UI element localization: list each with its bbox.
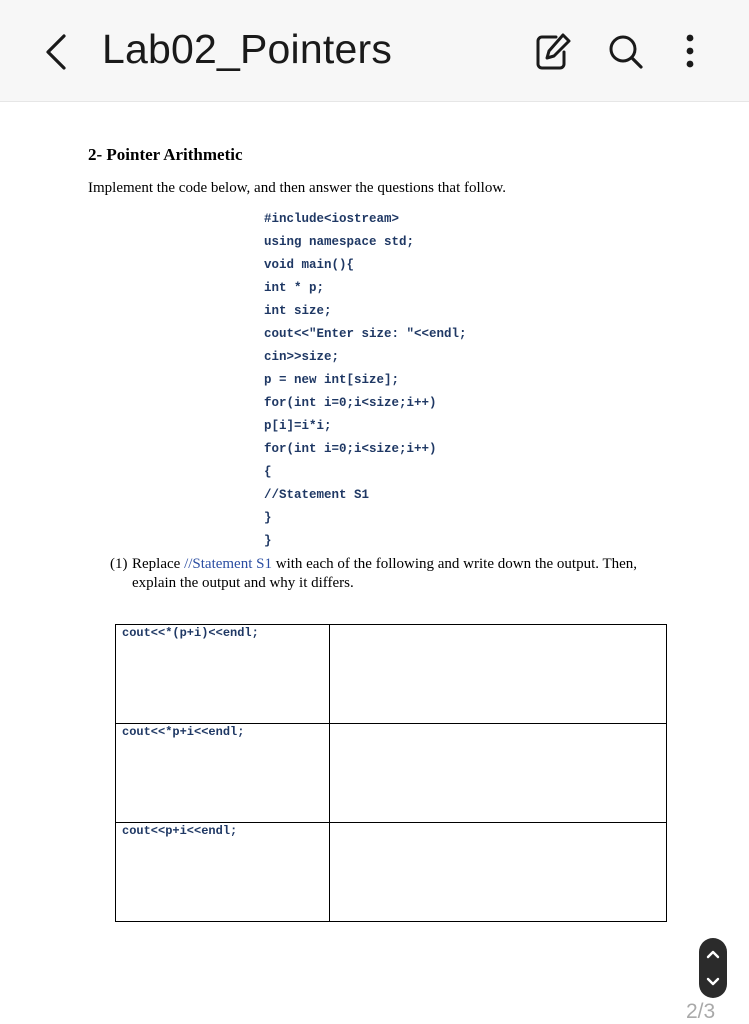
question-number: (1)	[110, 556, 128, 572]
page-scroll-control	[699, 938, 727, 998]
code-line: void main(){	[264, 258, 355, 272]
question-text-line2: explain the output and why it differs.	[132, 575, 354, 591]
scroll-up-button[interactable]	[699, 940, 727, 968]
back-button[interactable]	[38, 28, 78, 76]
code-line: p[i]=i*i;	[264, 419, 332, 433]
table-row	[116, 823, 667, 922]
section-heading: 2- Pointer Arithmetic	[88, 145, 243, 164]
question-text-before: Replace	[132, 556, 185, 572]
more-options-button[interactable]	[668, 28, 712, 76]
chevron-up-icon	[699, 940, 727, 968]
search-button[interactable]	[604, 28, 648, 76]
question-text-after: with each of the following and write down the output. Then,	[271, 556, 638, 572]
code-cell	[116, 823, 330, 922]
intro-text: Implement the code below, and then answer the questions that follow.	[88, 180, 506, 196]
code-line: int * p;	[264, 281, 325, 295]
code-cell	[116, 724, 330, 823]
code-line: }	[264, 511, 272, 525]
code-cell-text: cout<<*p+i<<endl;	[122, 725, 245, 739]
more-vertical-icon	[668, 28, 712, 76]
code-listing	[264, 210, 467, 555]
app-bar	[0, 0, 749, 102]
code-line: cin>>size;	[264, 350, 340, 364]
answer-cell	[330, 625, 667, 724]
code-cell-text: cout<<p+i<<endl;	[122, 824, 238, 838]
code-line: cout<<"Enter size: "<<endl;	[264, 327, 467, 341]
code-line: using namespace std;	[264, 235, 415, 249]
code-line: //Statement S1	[264, 488, 370, 502]
chevron-left-icon	[38, 28, 78, 76]
page-indicator: 2/3	[686, 1000, 716, 1023]
edit-button[interactable]	[532, 28, 576, 76]
question-1	[110, 555, 640, 593]
code-line: #include<iostream>	[264, 212, 400, 226]
code-line: for(int i=0;i<size;i++)	[264, 442, 437, 456]
code-line: {	[264, 465, 272, 479]
answer-cell	[330, 823, 667, 922]
code-line: }	[264, 534, 272, 548]
answer-cell	[330, 724, 667, 823]
table-row	[116, 625, 667, 724]
search-icon	[604, 28, 648, 76]
code-cell	[116, 625, 330, 724]
document-title: Lab02_Pointers	[102, 26, 393, 72]
code-line: p = new int[size];	[264, 373, 400, 387]
code-line: int size;	[264, 304, 332, 318]
answer-table	[115, 624, 667, 922]
table-row	[116, 724, 667, 823]
chevron-down-icon	[699, 968, 727, 996]
pencil-square-icon	[532, 28, 576, 76]
code-line: for(int i=0;i<size;i++)	[264, 396, 437, 410]
statement-reference: //Statement S1	[184, 556, 272, 572]
scroll-down-button[interactable]	[699, 968, 727, 996]
code-cell-text: cout<<*(p+i)<<endl;	[122, 626, 259, 640]
